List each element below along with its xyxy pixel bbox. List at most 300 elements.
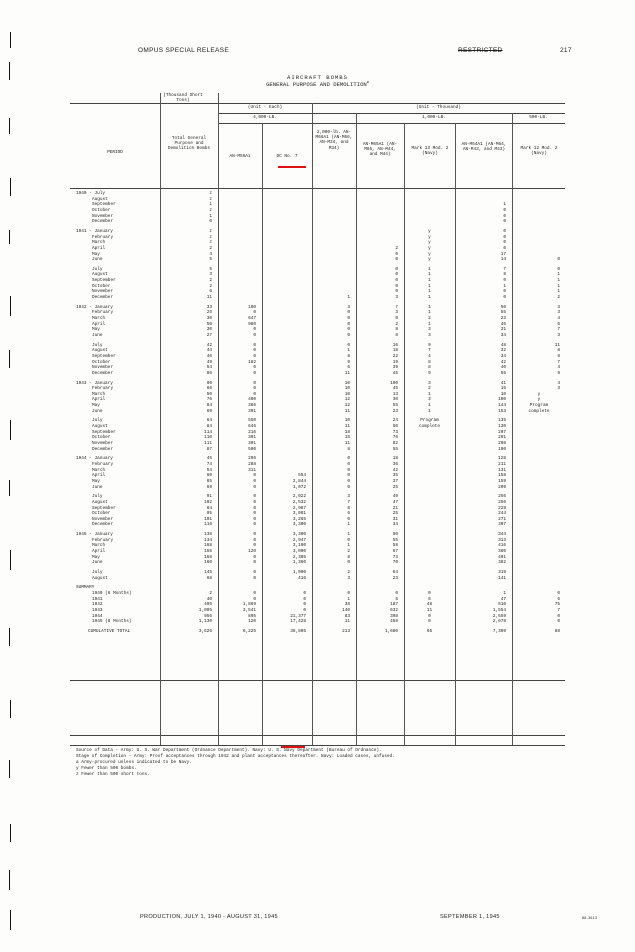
cell-total: 160 — [204, 560, 212, 566]
row-label: CUMULATIVE TOTAL — [88, 628, 131, 634]
cell-an-m56a1: 301 — [248, 441, 256, 446]
cell-dc-no-7: 416 — [298, 575, 306, 581]
cell-an-m64a1: 153 — [498, 408, 506, 414]
cell-2000lb: 10 — [344, 391, 350, 397]
cell-an-m65a1: 36 — [392, 461, 398, 467]
cell-total: 54 — [206, 467, 212, 473]
binder-mark — [10, 296, 11, 316]
cell-an-m64a1: 17 — [500, 251, 506, 257]
cell-total: 114 — [204, 429, 212, 435]
row-label: February — [92, 310, 114, 316]
cell-mark-12: 0 — [557, 590, 560, 596]
binder-mark — [9, 628, 10, 646]
col-header-mark-13: Mark 13 Mod. 2 (Navy) — [411, 146, 449, 157]
cell-mark-12: 6 — [557, 321, 560, 327]
cell-an-m64a1: 382 — [498, 560, 506, 566]
cell-2000lb: 11 — [344, 424, 350, 430]
cell-2000lb: 1 — [347, 522, 350, 528]
cell-an-m65a1: 49 — [392, 494, 398, 500]
row-label: July — [92, 570, 103, 575]
cell-an-m64a1: 0 — [503, 240, 506, 246]
cell-mark-13: 4 — [428, 353, 431, 359]
cell-2000lb: 3 — [347, 304, 350, 310]
cell-an-m65a1: 55 — [392, 537, 398, 543]
cell-mark-13: 0 — [428, 619, 431, 625]
cell-an-m65a1: 67 — [392, 549, 398, 555]
cell-an-m64a1: 1,554 — [492, 607, 506, 613]
cell-total: 2 — [209, 283, 212, 289]
cell-total: 90 — [206, 380, 212, 386]
binder-mark — [9, 870, 10, 890]
cell-an-m65a1: 0 — [395, 283, 398, 289]
cell-an-m64a1: 0 — [503, 219, 506, 225]
row-label: July — [92, 342, 103, 348]
cell-total: 168 — [204, 554, 212, 560]
cell-an-m64a1: 8 — [503, 272, 506, 278]
cell-dc-no-7: 2,022 — [292, 494, 306, 500]
cell-mark-13: complete — [418, 424, 441, 430]
cell-an-m64a1: 211 — [498, 461, 506, 467]
cell-mark-13: 1 — [428, 278, 431, 284]
cell-an-m64a1: 7 — [503, 266, 506, 272]
cell-an-m56a1: 182 — [248, 359, 256, 365]
cell-2000lb: 83 — [344, 613, 350, 619]
cell-an-m64a1: 10 — [500, 391, 506, 397]
cell-mark-12: 4 — [557, 380, 560, 386]
cell-an-m56a1: 288 — [248, 461, 256, 467]
binder-mark — [9, 118, 10, 134]
cell-total: 54 — [206, 365, 212, 371]
cell-2000lb: 15 — [344, 435, 350, 441]
cell-an-m64a1: 23 — [500, 316, 506, 321]
cell-an-m64a1: 0 — [503, 213, 506, 219]
cell-mark-13: 8 — [428, 365, 431, 371]
cell-an-m56a1: 100 — [248, 304, 256, 310]
cell-total: 2 — [209, 590, 212, 596]
cell-total: 44 — [206, 348, 212, 354]
cell-total: 87 — [206, 446, 212, 452]
cell-mark-13: 3 — [428, 380, 431, 386]
binder-mark — [10, 32, 11, 48]
cell-an-m65a1: 21 — [392, 505, 398, 511]
cell-mark-12: 6 — [557, 596, 560, 602]
summary-rule — [70, 680, 565, 681]
cell-mark-12: 75 — [554, 602, 560, 608]
cell-total: 69 — [206, 484, 212, 490]
cell-an-m64a1: 208 — [498, 441, 506, 446]
cell-mark-12: 8 — [557, 353, 560, 359]
cell-an-m56a1: 0 — [253, 590, 256, 596]
cell-an-m64a1: 0 — [503, 228, 506, 234]
row-label: March — [92, 240, 106, 246]
cell-an-m65a1: 0 — [395, 289, 398, 295]
row-label: August — [92, 272, 108, 278]
footer-period: PRODUCTION, JULY 1, 1940 - AUGUST 31, 1945 — [140, 914, 278, 920]
cell-mark-12: 0 — [557, 619, 560, 625]
cell-an-m64a1: 207 — [498, 429, 506, 435]
cell-dc-no-7: 3,100 — [292, 543, 306, 549]
col-divider — [356, 113, 357, 745]
cell-an-m64a1: 319 — [498, 570, 506, 575]
cell-2000lb: 0 — [347, 321, 350, 327]
cell-total: 0 — [209, 219, 212, 225]
cell-total: 50 — [206, 391, 212, 397]
row-label: November — [92, 516, 114, 522]
cell-an-m56a1: 0 — [253, 478, 256, 484]
cell-mark-12: complete — [528, 408, 550, 414]
cell-2000lb: 213 — [342, 628, 350, 634]
row-label: March — [92, 391, 106, 397]
table-title: AIRCRAFT BOMBS — [287, 74, 348, 81]
subtitle-footnote-mark: a — [366, 81, 369, 86]
cell-an-m65a1: 34 — [392, 522, 398, 528]
cell-an-m56a1: 301 — [248, 435, 256, 441]
col-header-an-m65a1: AN-M65A1 (AN-M65, AN-M44, and M44) — [362, 142, 398, 158]
cell-an-m64a1: 0 — [503, 245, 506, 251]
cell-an-m65a1: 39 — [392, 365, 398, 371]
footer-code: 88-3613 — [582, 916, 598, 920]
row-label: August — [92, 196, 108, 202]
cell-an-m64a1: 344 — [498, 532, 506, 538]
row-label: April — [92, 549, 106, 555]
cell-2000lb: 6 — [347, 511, 350, 517]
row-label: May — [92, 327, 100, 333]
cell-mark-13: Program — [420, 418, 439, 424]
cell-2000lb: 0 — [347, 516, 350, 522]
cell-an-m64a1: 416 — [498, 543, 506, 549]
cell-an-m56a1: 6,225 — [242, 628, 256, 634]
cell-an-m65a1: 82 — [392, 441, 398, 446]
cell-an-m64a1: 47 — [500, 596, 506, 602]
cell-total: z — [209, 234, 212, 240]
cell-an-m65a1: 632 — [390, 607, 398, 613]
cell-2000lb: 11 — [344, 370, 350, 376]
row-label: October — [92, 435, 111, 441]
cell-an-m65a1: 73 — [392, 429, 398, 435]
cell-2000lb: 0 — [347, 456, 350, 462]
cell-an-m65a1: 23 — [392, 575, 398, 581]
cell-total: 74 — [206, 461, 212, 467]
cell-2000lb: 8 — [347, 554, 350, 560]
row-label: March — [92, 316, 106, 321]
cell-an-m65a1: 7 — [395, 304, 398, 310]
cell-2000lb: 1 — [347, 543, 350, 549]
cell-an-m65a1: 1,680 — [384, 628, 398, 634]
row-label: 1944 - January — [76, 456, 113, 462]
cell-total: 6 — [209, 289, 212, 295]
cell-an-m64a1: 34 — [500, 332, 506, 338]
cell-an-m56a1: 646 — [248, 424, 256, 430]
row-label: December — [92, 370, 114, 376]
row-label: October — [92, 207, 111, 213]
cell-total: 27 — [206, 332, 212, 338]
cell-dc-no-7: 3,000 — [292, 549, 306, 555]
cell-an-m65a1: 3 — [395, 310, 398, 316]
cell-an-m65a1: 0 — [395, 272, 398, 278]
cell-mark-12: 7 — [557, 359, 560, 365]
cell-total: 5 — [209, 257, 212, 263]
cell-an-m56a1: 0 — [253, 310, 256, 316]
cell-2000lb: 0 — [347, 560, 350, 566]
cell-an-m65a1: 45 — [392, 370, 398, 376]
cell-total: 68 — [206, 575, 212, 581]
cell-total: 1 — [209, 213, 212, 219]
cell-2000lb: 140 — [342, 607, 350, 613]
cell-mark-12: 1 — [557, 272, 560, 278]
cell-an-m56a1: 647 — [248, 316, 256, 321]
cell-mark-13: 1 — [428, 272, 431, 278]
note-fewer-bombs: y Fewer than 500 bombs. — [76, 766, 137, 771]
cell-an-m64a1: 229 — [498, 505, 506, 511]
cell-mark-13: 1 — [428, 391, 431, 397]
cell-mark-13: y — [428, 257, 431, 263]
cell-an-m56a1: 301 — [248, 408, 256, 414]
cell-total: 46 — [206, 353, 212, 359]
cell-mark-13: 1 — [428, 310, 431, 316]
cell-an-m64a1: 0 — [503, 207, 506, 213]
binder-mark — [9, 350, 10, 368]
cell-an-m64a1: 159 — [498, 478, 506, 484]
cell-an-m65a1: 8 — [395, 332, 398, 338]
row-label: March — [92, 467, 106, 473]
row-label: May — [92, 554, 100, 560]
cell-2000lb: 2 — [347, 570, 350, 575]
cell-an-m64a1: 135 — [498, 418, 506, 424]
unit-short-tons: (Thousand Short Tons) — [163, 93, 203, 104]
cell-an-m64a1: 15 — [500, 386, 506, 392]
cell-2000lb: 6 — [347, 505, 350, 511]
row-label: 1940 (6 Months) — [92, 590, 132, 596]
cell-an-m64a1: 0 — [503, 278, 506, 284]
cell-mark-13: 1 — [428, 283, 431, 289]
cell-mark-12: 4 — [557, 316, 560, 321]
col-divider — [455, 123, 456, 745]
row-label: March — [92, 543, 106, 549]
row-label: 1943 — [92, 607, 103, 613]
cell-an-m56a1: 0 — [253, 499, 256, 505]
cell-mark-13: 1 — [428, 295, 431, 301]
cell-an-m56a1: 0 — [253, 570, 256, 575]
row-label: November — [92, 441, 114, 446]
row-label: December — [92, 219, 114, 225]
header-bottom-rule — [70, 188, 565, 189]
binder-mark — [10, 824, 11, 842]
cell-2000lb: 9 — [347, 359, 350, 365]
cell-an-m65a1: 16 — [392, 342, 398, 348]
cell-total: 84 — [206, 424, 212, 430]
cell-total: z — [209, 207, 212, 213]
binder-mark — [10, 910, 11, 930]
row-label: June — [92, 332, 103, 338]
cell-an-m64a1: 0 — [503, 289, 506, 295]
cell-total: 138 — [204, 532, 212, 538]
cell-2000lb: 0 — [347, 467, 350, 473]
cell-an-m65a1: 0 — [395, 316, 398, 321]
cell-2000lb: 0 — [347, 327, 350, 333]
cell-an-m56a1: 500 — [248, 446, 256, 452]
cell-total: 956 — [204, 613, 212, 619]
cell-an-m65a1: 0 — [395, 257, 398, 263]
cell-2000lb: 12 — [344, 403, 350, 409]
cell-an-m56a1: 895 — [248, 613, 256, 619]
cell-mark-13: 0 — [428, 613, 431, 619]
cell-an-m65a1: 64 — [392, 570, 398, 575]
table-bottom-rule — [70, 745, 565, 746]
cell-an-m56a1: 0 — [253, 484, 256, 490]
cell-dc-no-7: 2,305 — [292, 554, 306, 560]
cell-total: 3,626 — [198, 628, 212, 634]
cell-2000lb: 10 — [344, 386, 350, 392]
cell-2000lb: 11 — [344, 408, 350, 414]
binder-mark — [9, 480, 10, 496]
col-header-an-m64a1: AN-M64A1 (AN-M64, AN-M43, and M43) — [461, 142, 507, 153]
cell-an-m64a1: 158 — [498, 473, 506, 479]
binder-mark — [10, 550, 11, 570]
cell-an-m56a1: 0 — [253, 494, 256, 500]
cell-mark-12: 3 — [557, 332, 560, 338]
cell-mark-12: 8 — [557, 348, 560, 354]
cell-an-m65a1: 24 — [392, 418, 398, 424]
cell-an-m64a1: 1 — [503, 590, 506, 596]
cell-2000lb: 3 — [347, 494, 350, 500]
cell-an-m65a1: 19 — [392, 359, 398, 365]
cell-mark-13: 2 — [428, 316, 431, 321]
cell-total: z — [209, 196, 212, 202]
row-label: 1940 - July — [76, 191, 105, 196]
cell-an-m65a1: 55 — [392, 446, 398, 452]
row-label: 1942 - January — [76, 304, 113, 310]
cell-total: 30 — [206, 327, 212, 333]
cell-an-m65a1: 3 — [395, 295, 398, 301]
cell-an-m56a1: 120 — [248, 549, 256, 555]
cell-an-m65a1: 0 — [395, 278, 398, 284]
cell-total: 1,005 — [198, 607, 212, 613]
header-release: OMPUS SPECIAL RELEASE — [138, 47, 229, 54]
cell-an-m64a1: 209 — [498, 484, 506, 490]
cell-an-m56a1: 0 — [253, 511, 256, 517]
cell-an-m65a1: 60 — [392, 424, 398, 430]
cell-dc-no-7: 1,360 — [292, 560, 306, 566]
cell-an-m56a1: 120 — [248, 619, 256, 625]
row-label: November — [92, 213, 114, 219]
cell-mark-12: 1 — [557, 289, 560, 295]
cell-an-m64a1: 34 — [500, 353, 506, 359]
cell-mark-12: 7 — [557, 327, 560, 333]
row-label: April — [92, 245, 106, 251]
cell-mark-13: 1 — [428, 304, 431, 310]
cell-an-m65a1: 31 — [392, 516, 398, 522]
cell-an-m64a1: 141 — [498, 575, 506, 581]
cell-an-m65a1: 76 — [392, 435, 398, 441]
cell-an-m64a1: 46 — [500, 321, 506, 327]
cell-an-m56a1: 311 — [248, 467, 256, 473]
cell-an-m64a1: 307 — [498, 522, 506, 528]
cell-an-m64a1: 32 — [500, 348, 506, 354]
cell-mark-12: 0 — [557, 266, 560, 272]
cell-an-m64a1: 50 — [500, 304, 506, 310]
cell-an-m56a1: 0 — [253, 386, 256, 392]
cell-mark-12: Program — [529, 403, 549, 409]
cell-an-m64a1: 313 — [498, 537, 506, 543]
cell-total: z — [209, 240, 212, 246]
cell-an-m65a1: 25 — [392, 511, 398, 517]
cell-an-m56a1: 0 — [253, 596, 256, 602]
cell-total: 95 — [206, 511, 212, 517]
col-divider — [262, 123, 263, 745]
cell-dc-no-7: 3,300 — [292, 532, 306, 538]
cell-mark-13: 1 — [428, 321, 431, 327]
binder-mark — [9, 230, 10, 244]
cell-total: 102 — [204, 499, 212, 505]
cell-dc-no-7: 2,844 — [292, 478, 306, 484]
cell-an-m64a1: 31 — [500, 327, 506, 333]
cell-total: 91 — [206, 494, 212, 500]
cell-an-m65a1: 2 — [395, 245, 398, 251]
cell-mark-13: 9 — [428, 342, 431, 348]
cell-an-m64a1: 55 — [500, 310, 506, 316]
cell-total: 25 — [206, 310, 212, 316]
row-label: September — [92, 202, 116, 208]
cell-mark-13: y — [428, 228, 431, 234]
cell-total: 85 — [206, 370, 212, 376]
cell-mark-12: 2 — [557, 295, 560, 301]
cell-mark-13: 1 — [428, 408, 431, 414]
cell-an-m64a1: 0 — [503, 295, 506, 301]
cell-mark-13: 8 — [428, 359, 431, 365]
cell-total: 2 — [209, 245, 212, 251]
cell-dc-no-7: 21,377 — [290, 613, 306, 619]
cell-2000lb: 0 — [347, 537, 350, 543]
col-header-an-m56a1: AN-M56A1 — [229, 154, 251, 159]
cell-an-m65a1: 5 — [395, 596, 398, 602]
cell-2000lb: 11 — [344, 619, 350, 625]
subtitle-text: GENERAL PURPOSE AND DEMOLITION — [266, 81, 367, 88]
row-label: June — [92, 560, 103, 566]
row-label: August — [92, 499, 108, 505]
row-label: October — [92, 511, 111, 517]
cell-an-m64a1: 2,678 — [492, 619, 506, 625]
col-header-mark-12: Mark 12 Mod. 2 (Navy) — [520, 146, 558, 157]
row-label: December — [92, 295, 114, 301]
dc-no-7-underline — [278, 166, 306, 168]
cell-an-m65a1: 100 — [390, 380, 398, 386]
cell-an-m64a1: 256 — [498, 494, 506, 500]
col-header-dc-no-7: DC No. 7 — [276, 154, 298, 159]
cell-an-m64a1: 244 — [498, 511, 506, 517]
row-label: April — [92, 397, 106, 403]
cell-an-m64a1: 100 — [498, 397, 506, 403]
cell-2000lb: 0 — [347, 461, 350, 467]
cell-an-m65a1: 13 — [392, 391, 398, 397]
cell-an-m56a1: 980 — [248, 321, 256, 327]
cell-an-m64a1: 55 — [500, 370, 506, 376]
row-label: February — [92, 461, 114, 467]
cell-an-m65a1: 18 — [392, 456, 398, 462]
cell-dc-no-7: 2,532 — [292, 499, 306, 505]
cell-dc-no-7: 1,072 — [292, 484, 306, 490]
cell-total: 101 — [204, 516, 212, 522]
cell-total: 40 — [206, 596, 212, 602]
cell-total: 4 — [209, 251, 212, 257]
cell-an-m65a1: 35 — [392, 473, 398, 479]
cell-an-m65a1: 458 — [390, 619, 398, 625]
cell-2000lb: 7 — [347, 499, 350, 505]
cell-an-m65a1: 42 — [392, 467, 398, 473]
cell-an-m65a1: 8 — [395, 327, 398, 333]
group-1000lb: 1,000-LB. — [422, 115, 446, 120]
group-500lb: 500-LB. — [529, 115, 548, 120]
row-label: September — [92, 278, 116, 284]
